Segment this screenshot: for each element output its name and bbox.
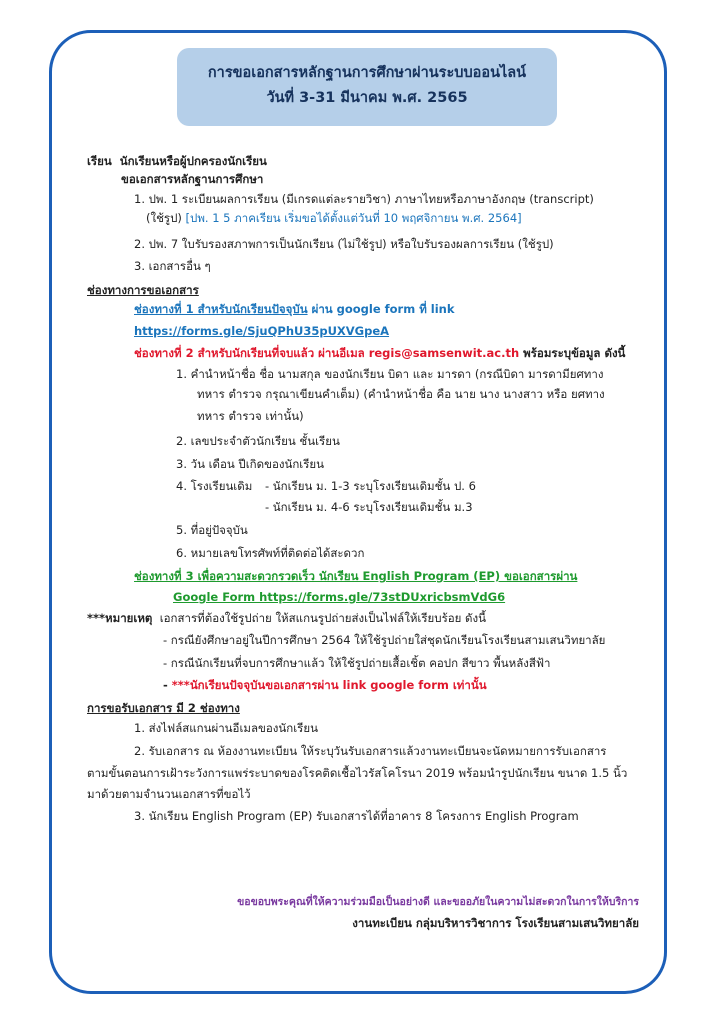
- salutation: [87, 153, 267, 169]
- channel-2-title: ช่องทางที่ 2 สำหรับนักเรียนที่จบแล้ว ผ่านอีเมล regis@samsenwit.ac.th: [134, 346, 520, 360]
- note-item-1: - กรณียังศึกษาอยู่ในปีการศึกษา 2564 ให้ใช้รูปถ่ายใส่ชุดนักเรียนโรงเรียนสามเสนวิทยาลัย: [163, 633, 606, 647]
- title-box: [177, 48, 557, 126]
- note-item-2: - กรณีนักเรียนที่จบการศึกษาแล้ว ให้ใช้รูปถ่ายเสื้อเชิ้ต คอปก สีขาว พื้นหลังสีฟ้า: [163, 656, 551, 670]
- ch2-item-1-cont-a: ทหาร ตำรวจ กรุณาเขียนคำเต็ม) (คำนำหน้าชื่อ คือ นาย นาง นางสาว หรือ ยศทาง: [197, 387, 605, 401]
- doc-item-1-note: [ปพ. 1 5 ภาคเรียน เริ่มขอได้ตั้งแต่วันที่ 10 พฤศจิกายน พ.ศ. 2564]: [185, 211, 522, 225]
- ch2-item-3: 3. วัน เดือน ปีเกิดของนักเรียน: [176, 457, 325, 471]
- ch2-item-5: 5. ที่อยู่ปัจจุบัน: [176, 523, 248, 537]
- receive-heading: การขอรับเอกสาร มี 2 ช่องทาง: [87, 701, 240, 715]
- footer-signature: งานทะเบียน กลุ่มบริหารวิชาการ โรงเรียนสามเสนวิทยาลัย: [352, 916, 639, 930]
- channel-2: ช่องทางที่ 2 สำหรับนักเรียนที่จบแล้ว ผ่านอีเมล regis@samsenwit.ac.th พร้อมระบุข้อมูล ดังนี้: [134, 346, 626, 360]
- channel-1-link[interactable]: https://forms.gle/SjuQPhU35pUXVGpeA: [134, 324, 390, 338]
- receive-item-2: 2. รับเอกสาร ณ ห้องงานทะเบียน ให้ระบุวันรับเอกสารแล้วงานทะเบียนจะนัดหมายการรับเอกสาร: [134, 744, 607, 758]
- note-warning: ***นักเรียนปัจจุบันขอเอกสารผ่าน link google form เท่านั้น: [171, 678, 487, 692]
- channel-1-title: ช่องทางที่ 1 สำหรับนักเรียนปัจจุบัน: [134, 302, 308, 316]
- doc-item-3: 3. เอกสารอื่น ๆ: [134, 259, 211, 273]
- ch2-item-4-b: - นักเรียน ม. 4-6 ระบุโรงเรียนเดิมชั้น ม.3: [265, 500, 473, 514]
- doc-item-1-cont: (ใช้รูป) [ปพ. 1 5 ภาคเรียน เริ่มขอได้ตั้งแต่วันที่ 10 พฤศจิกายน พ.ศ. 2564]: [146, 211, 522, 225]
- receive-item-2-cont-b: มาด้วยตามจำนวนเอกสารที่ขอไว้: [87, 787, 251, 801]
- salutation-recipient: นักเรียนหรือผู้ปกครองนักเรียน: [119, 154, 267, 168]
- channel-1-link-row: [134, 323, 389, 339]
- ch2-item-4-a: - นักเรียน ม. 1-3 ระบุโรงเรียนเดิมชั้น ป. 6: [265, 479, 476, 493]
- receive-item-2-cont-a: ตามขั้นตอนการเฝ้าระวังการแพร่ระบาดของโรคติดเชื้อไวรัสโคโรนา 2019 พร้อมนำรูปนักเรียน ขนาด 1.5 นิ้ว: [87, 766, 628, 780]
- documents-heading: ขอเอกสารหลักฐานการศึกษา: [121, 172, 264, 186]
- page-title: การขอเอกสารหลักฐานการศึกษาผ่านระบบออนไลน์: [207, 65, 527, 81]
- ch2-item-6: 6. หมายเลขโทรศัพท์ที่ติดต่อได้สะดวก: [176, 546, 365, 560]
- ch2-item-1-cont-b: ทหาร ตำรวจ เท่านั้น): [197, 409, 304, 423]
- doc-item-2: 2. ปพ. 7 ใบรับรองสภาพการเป็นนักเรียน (ไม่ใช้รูป) หรือใบรับรองผลการเรียน (ใช้รูป): [134, 237, 554, 251]
- note-item-3: - ***นักเรียนปัจจุบันขอเอกสารผ่าน link google form เท่านั้น: [163, 678, 487, 692]
- ch2-item-1: 1. คำนำหน้าชื่อ ชื่อ นามสกุล ของนักเรียน บิดา และ มารดา (กรณีบิดา มารดามียศทาง: [176, 367, 604, 381]
- ch2-item-2: 2. เลขประจำตัวนักเรียน ชั้นเรียน: [176, 434, 340, 448]
- channel-3-link[interactable]: Google Form https://forms.gle/73stDUxricbsmVdG6: [173, 590, 506, 604]
- channels-heading: ช่องทางการขอเอกสาร: [87, 283, 199, 297]
- receive-item-3: 3. นักเรียน English Program (EP) รับเอกสารได้ที่อาคาร 8 โครงการ English Program: [134, 809, 579, 823]
- page-date: วันที่ 3-31 มีนาคม พ.ศ. 2565: [266, 90, 468, 106]
- note-label: ***หมายเหตุ: [87, 611, 153, 625]
- channel-3: ช่องทางที่ 3 เพื่อความสะดวกรวดเร็ว นักเรียน English Program (EP) ขอเอกสารผ่าน: [134, 569, 578, 583]
- ch2-item-4: 4. โรงเรียนเดิม: [176, 479, 253, 493]
- channel-1: ช่องทางที่ 1 สำหรับนักเรียนปัจจุบัน ผ่าน google form ที่ link: [134, 302, 455, 316]
- doc-item-1: 1. ปพ. 1 ระเบียนผลการเรียน (มีเกรดแต่ละรายวิชา) ภาษาไทยหรือภาษาอังกฤษ (transcript): [134, 192, 594, 206]
- note: [87, 610, 486, 626]
- receive-item-1: 1. ส่งไฟล์สแกนผ่านอีเมลของนักเรียน: [134, 721, 318, 735]
- salutation-label: เรียน: [87, 154, 112, 168]
- note-text: เอกสารที่ต้องใช้รูปถ่าย ให้สแกนรูปถ่ายส่งเป็นไฟล์ให้เรียบร้อย ดังนี้: [159, 611, 486, 625]
- footer-thanks: ขอขอบพระคุณที่ให้ความร่วมมือเป็นอย่างดี และขออภัยในความไม่สะดวกในการให้บริการ: [237, 896, 639, 908]
